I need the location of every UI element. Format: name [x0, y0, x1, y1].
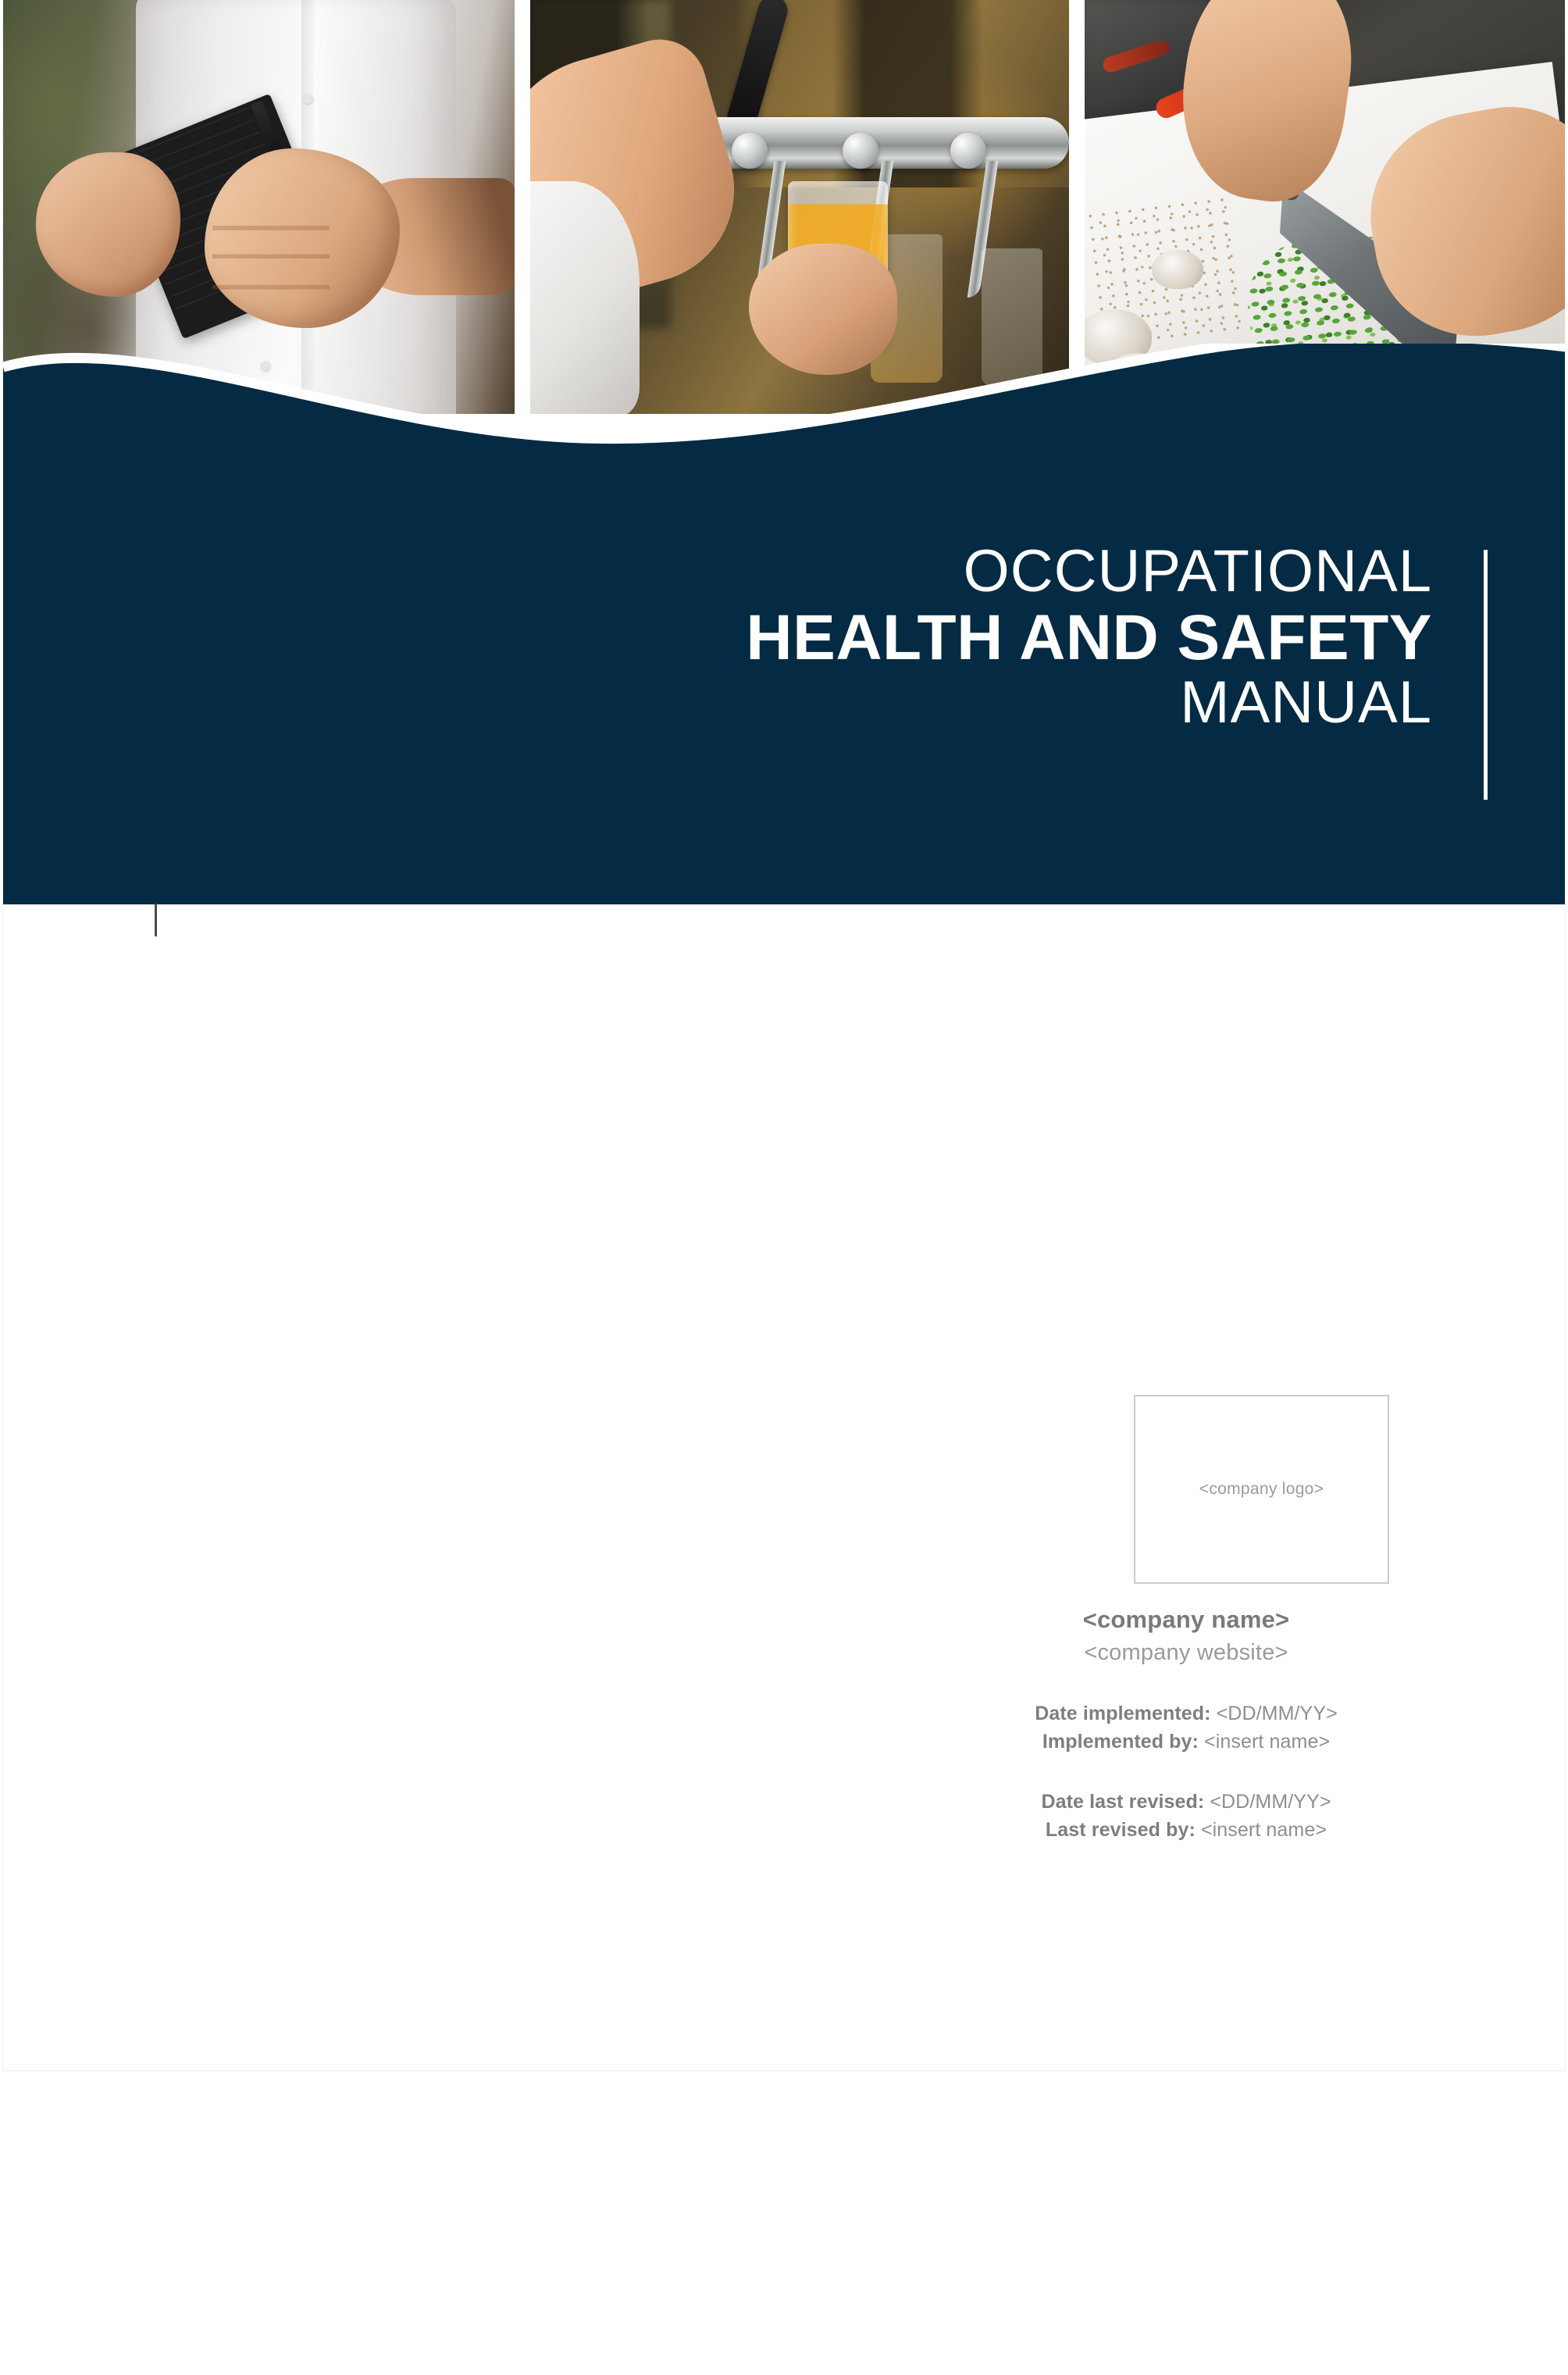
photo-beer-tap-knob [732, 133, 768, 169]
meta-value-implemented-by: <insert name> [1204, 1730, 1331, 1753]
meta-label-last-revised-by: Last revised by: [1045, 1818, 1196, 1841]
title-line-occupational: OCCUPATIONAL [963, 538, 1432, 604]
meta-row-date-implemented[interactable] [940, 1700, 1432, 1728]
cover-title [3, 538, 1432, 736]
meta-row-date-last-revised[interactable] [940, 1788, 1432, 1817]
document-sheet [2, 0, 1566, 2071]
company-website-placeholder[interactable]: <company website> [1084, 1640, 1288, 1665]
page-outer-margin [0, 2071, 1568, 2375]
revision-details [940, 1788, 1432, 1844]
photo-notepad-left-hand [36, 152, 180, 297]
photo-beer-tap-knob [950, 133, 986, 169]
implementation-details [940, 1700, 1432, 1756]
title-vertical-rule [1484, 550, 1488, 800]
text-cursor-caret [155, 904, 157, 936]
photo-notepad-fingers [212, 217, 330, 326]
photo-chopping-mushroom [1152, 250, 1203, 289]
company-details-block [940, 1395, 1432, 1844]
company-logo-placeholder-box[interactable] [1134, 1395, 1389, 1584]
meta-value-last-revised-by: <insert name> [1200, 1818, 1327, 1841]
meta-row-last-revised-by[interactable] [940, 1817, 1432, 1845]
meta-label-implemented-by: Implemented by: [1042, 1730, 1199, 1753]
title-line-health-and-safety: HEALTH AND SAFETY [746, 602, 1432, 673]
photo-notepad-button-upper [303, 94, 313, 104]
company-name-placeholder[interactable]: <company name> [1082, 1606, 1290, 1633]
meta-label-date-last-revised: Date last revised: [1041, 1791, 1205, 1813]
photo-beer-tap-knob [843, 133, 878, 169]
title-line-manual: MANUAL [1180, 669, 1432, 736]
company-logo-placeholder-text: <company logo> [1199, 1480, 1324, 1498]
meta-value-date-implemented: <DD/MM/YY> [1216, 1703, 1338, 1724]
meta-label-date-implemented: Date implemented: [1035, 1703, 1211, 1724]
meta-value-date-last-revised: <DD/MM/YY> [1210, 1791, 1331, 1813]
meta-row-implemented-by[interactable] [940, 1728, 1432, 1756]
